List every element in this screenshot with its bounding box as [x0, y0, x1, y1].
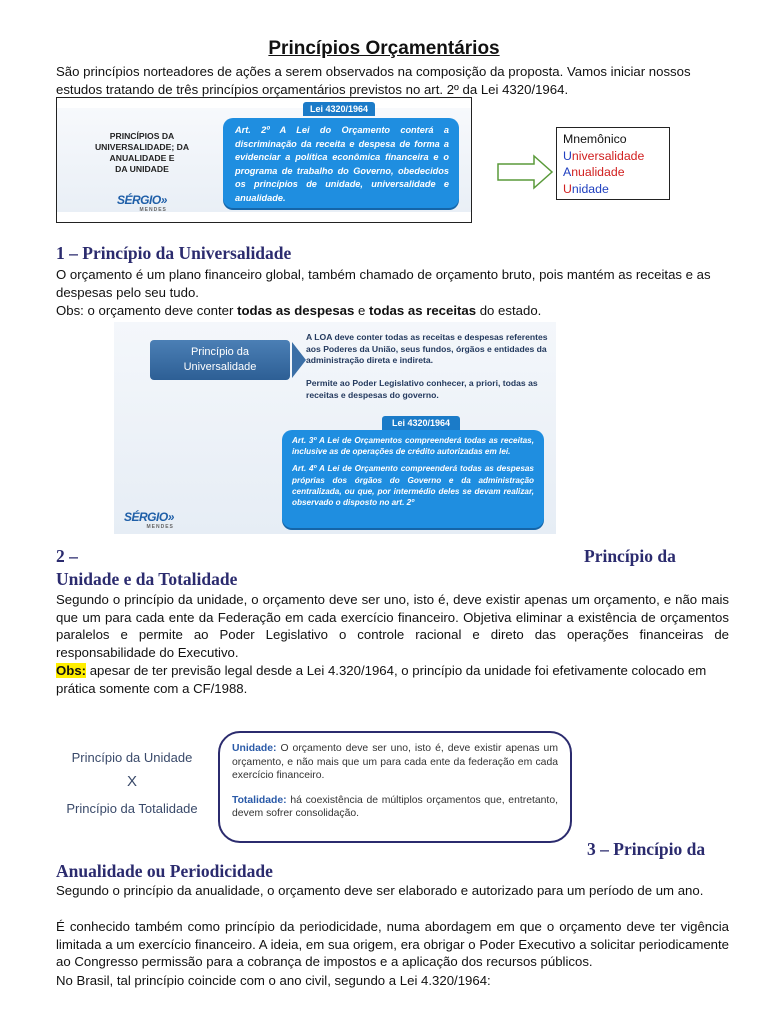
articles-3-4-box — [282, 430, 544, 528]
mnemonic-anualidade: Anualidade — [563, 165, 625, 179]
totalidade-label: Princípio da Totalidade — [66, 801, 198, 816]
universalidade-pill: Princípio da Universalidade — [150, 340, 290, 380]
law-tab-2: Lei 4320/1964 — [382, 416, 460, 430]
sergio-mendes-logo: SÉRGIO» MENDES — [117, 193, 167, 213]
versus-x: X — [126, 773, 137, 790]
page-title: Princípios Orçamentários — [268, 38, 500, 59]
intro-paragraph: São princípios norteadores de ações a serem observados na composição da proposta. Vamos iniciar nossos estudos tratando de três princípios orçamentários previstos no art. 2º da Lei 4320/1964. — [56, 64, 691, 97]
section2-heading-part: Princípio da — [584, 546, 676, 566]
loa-text: A LOA deve conter todas as receitas e despesas referentes aos Poderes da União, seus fundos, órgãos e entidades da administração direta e indireta. — [306, 332, 548, 365]
arrow-right-icon — [496, 152, 556, 192]
section3-paragraph-1: Segundo o princípio da anualidade, o orçamento deve ser elaborado e autorizado para um período de um ano. — [56, 883, 704, 898]
section2-paragraph: Segundo o princípio da unidade, o orçamento deve ser uno, isto é, deve existir apenas um orçamento, e não mais que um para cada ente da Federação em cada exercício financeiro. Objetiva eliminar a existência de orçamentos paralelos e permite ao Poder Legislativo o controle racional e direto das operações financeiras de responsabilidade do Executivo. — [56, 592, 729, 660]
sergio-mendes-logo-2: SÉRGIO» MENDES — [124, 510, 174, 530]
section1-heading: 1 – Princípio da Universalidade — [56, 243, 292, 263]
article-4-text: Art. 4º A Lei de Orçamento compreenderá todas as despesas próprias dos órgãos do Governo e da administração centralizada, ou que, por intermédio deles se devam realizar, observado o disposto no art. 2º — [292, 464, 534, 508]
section2-heading-number: 2 – — [56, 546, 78, 566]
article-3-text: Art. 3º A Lei de Orçamentos compreenderá todas as receitas, inclusive as de operações de crédito autorizadas em lei. — [292, 436, 534, 457]
section3-heading-title: Anualidade ou Periodicidade — [56, 861, 273, 881]
totalidade-definition: Totalidade: há coexistência de múltiplos orçamentos que, entretanto, devem sofrer consolidação. — [232, 794, 558, 820]
slide1-heading: PRINCÍPIOS DA UNIVERSALIDADE; DA ANUALIDADE E DA UNIDADE — [94, 131, 190, 174]
section3-paragraph-2: É conhecido também como princípio da periodicidade, numa abordagem em que o orçamento deve ter vigência limitada a um exercício financeiro. A ideia, em sua origem, era obrigar o Poder Executivo a solicitar periodicamente ao Congresso permissão para a cobrança de impostos e a aplicação dos recursos públicos. — [56, 919, 729, 969]
unidade-totalidade-box — [218, 731, 572, 843]
article-2-box: Art. 2º A Lei do Orçamento conterá a discriminação da receita e despesa de forma a evidenciar a política econômica financeira e o programa de trabalho do Governo, obedecidos os princípios de unidade, universalidade e anualidade. — [223, 118, 459, 208]
mnemonic-box — [556, 127, 670, 200]
section1-paragraph: O orçamento é um plano financeiro global, também chamado de orçamento bruto, pois mantém as receitas e as despesas pelo seu tudo. — [56, 267, 711, 300]
mnemonic-unidade: Unidade — [563, 181, 609, 196]
legislativo-text: Permite ao Poder Legislativo conhecer, a priori, todas as receitas e despesas do governo. — [306, 378, 538, 400]
slide-universalidade-image — [114, 322, 556, 534]
section1-obs: Obs: o orçamento deve conter todas as despesas e todas as receitas do estado. — [56, 303, 542, 318]
section3-paragraph-3: No Brasil, tal princípio coincide com o ano civil, segundo a Lei 4.320/1964: — [56, 973, 491, 988]
unidade-definition: Unidade: O orçamento deve ser uno, isto é, deve existir apenas um orçamento, e não mais que um para cada ente da federação em cada exercício financeiro. — [232, 743, 558, 782]
section2-obs: Obs: apesar de ter previsão legal desde a Lei 4.320/1964, o princípio da unidade foi efetivamente colocado em prática somente com a CF/1988. — [56, 663, 707, 696]
chevron-right-icon — [292, 342, 306, 378]
slide-principles-image — [56, 97, 472, 223]
mnemonic-universalidade: Universalidade — [563, 148, 645, 163]
unidade-label: Princípio da Unidade — [71, 750, 193, 765]
mnemonic-title: Mnemônico — [563, 132, 627, 146]
law-tab: Lei 4320/1964 — [303, 102, 375, 116]
section2-heading-title: Unidade e da Totalidade — [56, 569, 238, 589]
section3-heading-part: 3 – Princípio da — [587, 839, 706, 859]
